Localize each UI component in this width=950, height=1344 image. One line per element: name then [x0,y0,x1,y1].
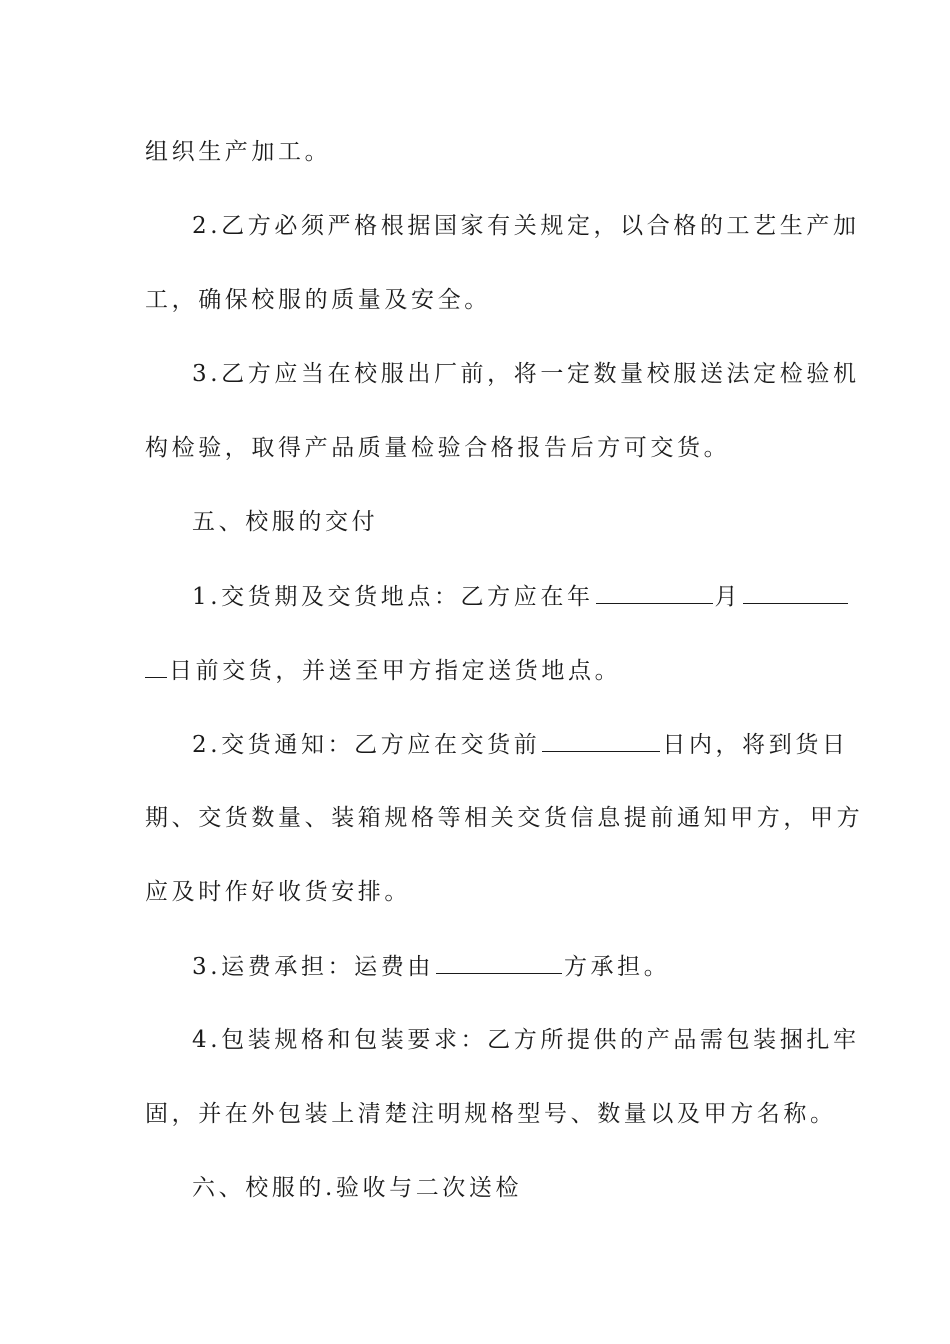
text: 期、交货数量、装箱规格等相关交货信息提前通知甲方，甲方 [145,805,864,831]
section-heading [192,507,852,537]
text: 1.交货期及交货地点：乙方应在年 [192,584,594,610]
paragraph-line [192,729,852,760]
paragraph-line [192,951,852,982]
text: 4.包装规格和包装要求：乙方所提供的产品需包装捆扎牢 [192,1027,860,1053]
paragraph-line [192,581,852,612]
text: 构检验，取得产品质量检验合格报告后方可交货。 [145,435,731,461]
text: 月 [714,584,742,610]
text: 应及时作好收货安排。 [145,879,411,905]
text: 工，确保校服的质量及安全。 [145,287,491,313]
text: 2.交货通知：乙方应在交货前 [192,732,541,758]
blank-field [596,581,713,604]
text: 2.乙方必须严格根据国家有关规定，以合格的工艺生产加 [192,213,860,239]
blank-field [542,729,660,752]
text: 组织生产加工。 [145,139,332,165]
paragraph-line [145,803,864,833]
paragraph-line [145,285,805,315]
paragraph-line [145,433,805,463]
text: 五、校服的交付 [192,509,379,535]
paragraph-line [145,877,805,907]
text: 固，并在外包装上清楚注明规格型号、数量以及甲方名称。 [145,1101,837,1127]
section-heading [192,1173,852,1203]
paragraph-line [145,1099,837,1129]
text: 3.乙方应当在校服出厂前，将一定数量校服送法定检验机 [192,361,860,387]
paragraph-line [145,137,805,167]
paragraph-line [145,655,805,686]
blank-field [743,581,848,604]
text: 日内，将到货日 [662,732,849,758]
paragraph-line [192,1025,860,1055]
blank-field [436,951,562,974]
text: 日前交货，并送至甲方指定送货地点。 [169,658,622,684]
text: 六、校服的.验收与二次送检 [192,1175,523,1201]
paragraph-line [192,211,860,241]
blank-field [145,655,167,678]
text: 方承担。 [563,954,671,980]
text: 3.运费承担：运费由 [192,954,434,980]
paragraph-line [192,359,860,389]
